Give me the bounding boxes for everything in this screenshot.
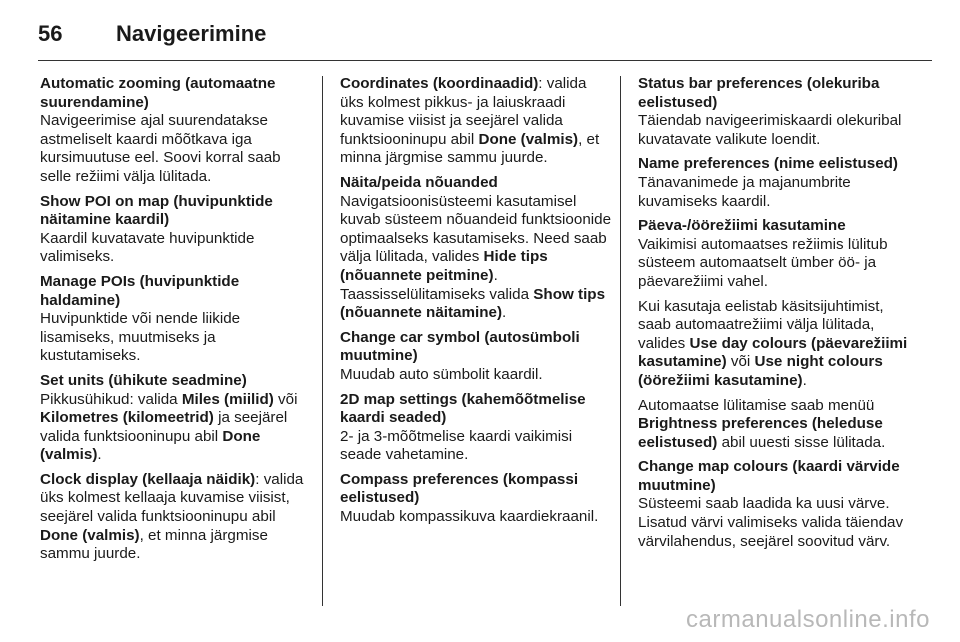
entry-show-hide-tips <box>340 174 612 323</box>
entry-name-preferences <box>638 155 910 211</box>
entry-manage-pois <box>40 273 312 366</box>
option-show-tips: Show tips (nõuannete näitamine) <box>340 285 606 322</box>
entry-heading: Automatic zooming (automaatne suurendamine) <box>40 75 276 111</box>
option-done: Done (valmis) <box>478 130 579 148</box>
text: , et minna järgmise sammu juurde. <box>340 130 600 167</box>
entry-body: 2- ja 3-mõõtmelise kaardi vaikimisi seade vahetamine. <box>340 427 573 464</box>
option-kilometres: Kilometres (kilomeetrid) <box>40 409 214 427</box>
entry-body: Kaardil kuvatavate huvipunktide valimiseks. <box>40 229 255 266</box>
text: . <box>97 446 102 464</box>
entry-heading: Set units (ühikute seadmine) <box>40 371 247 389</box>
text: : valida üks kolmest kellaaja kuvamise viisist, seejärel valida funktsiooninupu abil <box>40 470 304 526</box>
option-hide-tips: Hide tips (nõuannete peitmine) <box>340 248 548 284</box>
entry-clock-display <box>40 471 312 564</box>
entry-body <box>40 391 312 465</box>
entry-heading: 2D map settings (kahemõõtmelise kaardi seaded) <box>340 390 586 427</box>
option-done: Done (valmis) <box>40 526 140 544</box>
entry-coordinates <box>340 75 612 168</box>
entry-change-car-symbol <box>340 329 612 385</box>
chapter-title: Navigeerimine <box>116 21 267 46</box>
text: Automaatse lülitamise saab menüü <box>638 396 875 414</box>
entry-heading: Manage POIs (huvipunktide haldamine) <box>40 272 240 309</box>
entry-show-poi <box>40 193 312 267</box>
paragraph <box>638 298 910 391</box>
option-use-day-colours: Use day colours (päevarežiimi kasutamine) <box>638 334 908 371</box>
entry-heading: Coordinates (koordinaadid) <box>340 75 539 92</box>
entry-heading: Status bar preferences (olekuriba eelistused) <box>638 75 880 111</box>
entry-body: Navigeerimise ajal suurendatakse astmeliselt kaardi mõõtkava iga kursimuutuse eel. Soovi korral saab selle režiimi välja lülitada. <box>40 112 281 185</box>
entry-heading: Change car symbol (autosümboli muutmine) <box>340 328 580 365</box>
header-rule <box>38 60 932 61</box>
entry-status-bar-preferences <box>638 75 910 149</box>
column-1 <box>40 75 312 570</box>
text: Navigatsioonisüsteemi kasutamisel kuvab süsteem nõuandeid funktsioonide optimaalseks kasutamiseks. Need saab välja lülitada, valides <box>340 192 612 266</box>
text: ja seejärel valida funktsiooninupu abil <box>40 409 288 445</box>
column-2 <box>340 75 612 533</box>
entry-body <box>340 193 612 323</box>
column-divider <box>322 76 323 606</box>
text: . Taassisselülitamiseks valida <box>340 266 534 303</box>
entry-body: Täiendab navigeerimiskaardi olekuribal kuvatavate valikute loendit. <box>638 112 902 148</box>
entry-heading: Päeva-/öörežiimi kasutamine <box>638 217 846 235</box>
entry-2d-map-settings <box>340 391 612 465</box>
paragraph: Vaikimisi automaatses režiimis lülitub süsteem automaatselt ümber öö- ja päevarežiimi vahel. <box>638 235 888 290</box>
page-header <box>38 14 266 54</box>
page-number: 56 <box>38 21 63 46</box>
column-divider <box>620 76 621 606</box>
text: või <box>273 390 298 408</box>
text: või <box>726 353 755 371</box>
entry-heading: Näita/peida nõuanded <box>340 173 498 191</box>
entry-compass-preferences <box>340 471 612 527</box>
text: abil uuesti sisse lülitada. <box>717 433 886 451</box>
text: Kui kasutaja eelistab käsitsijuhtimist, saab automaatrežiimi välja lülitada, valides <box>638 297 884 352</box>
entry-heading: Compass preferences (kompassi eelistused) <box>340 470 579 507</box>
option-miles: Miles (miilid) <box>181 390 274 408</box>
entry-heading: Change map colours (kaardi värvide muutmine) <box>638 458 900 494</box>
entry-body: Süsteemi saab laadida ka uusi värve. Lisatud värvi valimiseks valida täiendav värvilahendus, seejärel soovitud värv. <box>638 495 904 550</box>
option-use-night-colours: Use night colours (öörežiimi kasutamine) <box>638 353 883 389</box>
entry-set-units <box>40 372 312 465</box>
entry-heading: Clock display (kellaaja näidik) <box>40 470 256 488</box>
text: . <box>802 371 807 389</box>
entry-body: Huvipunktide või nende liikide lisamiseks, muutmiseks ja kustutamiseks. <box>40 310 241 365</box>
entry-automatic-zooming <box>40 75 312 187</box>
option-brightness-preferences: Brightness preferences (heleduse eelistused) <box>638 415 883 451</box>
watermark: carmanualsonline.info <box>686 606 930 633</box>
entry-body: Tänavanimede ja majanumbrite kuvamiseks kaardil. <box>638 173 851 210</box>
column-3 <box>638 75 910 557</box>
entry-heading: Name preferences (nime eelistused) <box>638 155 898 173</box>
entry-day-night-mode <box>638 217 910 452</box>
text: Pikkusühikud: valida <box>40 390 182 408</box>
entry-body: Muudab auto sümbolit kaardil. <box>340 365 543 383</box>
text: , et minna järgmise sammu juurde. <box>40 526 268 563</box>
entry-heading: Show POI on map (huvipunktide näitamine kaardil) <box>40 192 273 229</box>
option-done: Done (valmis) <box>40 427 261 464</box>
entry-body: Muudab kompassikuva kaardiekraanil. <box>340 508 599 526</box>
text: : valida üks kolmest pikkus- ja laiuskraadi kuvamise viisist ja seejärel valida funktsiooninupu abil <box>340 75 587 148</box>
paragraph <box>638 397 910 453</box>
entry-change-map-colours <box>638 458 910 551</box>
text: . <box>502 304 507 322</box>
